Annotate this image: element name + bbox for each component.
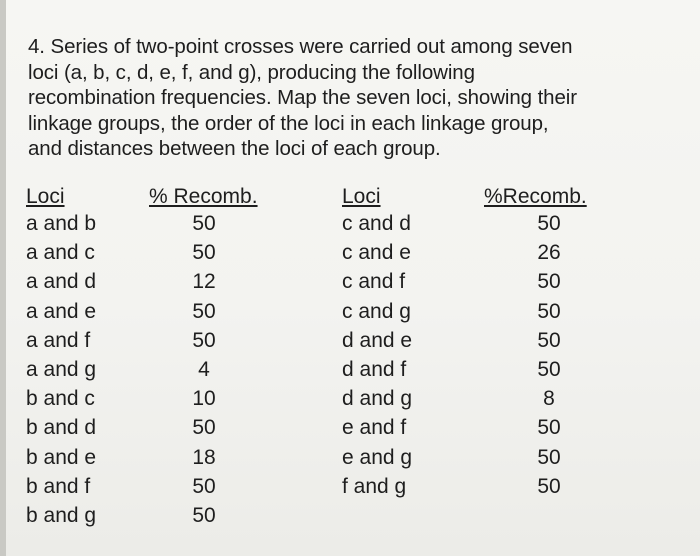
table-row-recomb: 50 [537,446,561,469]
table-row-recomb: 50 [537,212,561,235]
table-row-loci: e and g [342,446,413,469]
table-row-loci: d and f [342,358,407,381]
table-row-recomb: 4 [198,358,210,381]
question-line: 4. Series of two-point crosses were carried out among seven [28,35,573,58]
table-row-recomb: 50 [537,300,561,323]
table-row-recomb: 18 [192,446,216,469]
table-row-loci: b and g [26,504,97,527]
table-row-loci: a and e [26,300,97,323]
table-row-loci: b and e [26,446,97,469]
table-row-loci: c and g [342,300,411,323]
table-row-loci: a and c [26,241,95,264]
table-row-recomb: 50 [537,329,561,352]
table-row-loci: e and f [342,416,407,439]
table-row-recomb: 50 [192,300,216,323]
table-row-loci: a and b [26,212,97,235]
header-recomb-left: % Recomb. [149,185,258,208]
table-row-loci: a and f [26,329,91,352]
table-row-recomb: 26 [537,241,561,264]
table-row-loci: b and f [26,475,91,498]
table-row-loci: f and g [342,475,407,498]
question-line: loci (a, b, c, d, e, f, and g), producing the following [28,60,475,84]
question-line: recombination frequencies. Map the seven loci, showing their [28,86,577,109]
table-row-loci: a and d [26,270,97,293]
question-line: linkage groups, the order of the loci in each linkage group, [28,111,549,135]
table-row-recomb: 50 [537,270,561,293]
table-row-loci: c and d [342,212,411,235]
question-text [28,34,678,162]
table-row-loci: c and e [342,241,411,264]
table-row-loci: b and c [26,387,95,410]
header-loci-left: Loci [26,185,65,208]
header-loci-right: Loci [342,185,381,208]
table-row-recomb: 50 [192,504,216,527]
table-row-loci: d and g [342,387,413,410]
table-row-loci: a and g [26,358,97,381]
table-row-recomb: 50 [192,416,216,439]
table-row-loci: b and d [26,416,97,439]
table-row-recomb: 10 [192,387,216,410]
table-row-loci: d and e [342,329,413,352]
table-row-recomb: 50 [192,329,216,352]
question-line: and distances between the loci of each group. [28,137,441,160]
table-row-recomb: 50 [537,416,561,439]
table-row-recomb: 50 [192,212,216,235]
table-row-recomb: 8 [543,387,555,410]
table-row-recomb: 50 [192,241,216,264]
table-row-recomb: 50 [192,475,216,498]
header-recomb-right: %Recomb. [484,185,587,208]
table-row-recomb: 50 [537,358,561,381]
table-row-recomb: 12 [192,270,216,293]
table-row-loci: c and f [342,270,406,293]
table-row-recomb: 50 [537,475,561,498]
document-page [6,0,700,556]
